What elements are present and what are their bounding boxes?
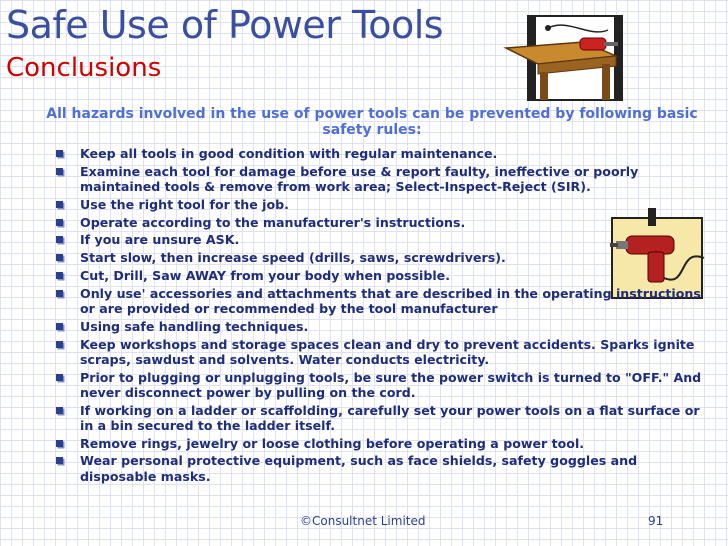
square-bullet-icon [56,236,63,243]
list-item-text: Keep workshops and storage spaces clean and dry to prevent accidents. Sparks ignite scraps, sawdust and solvents. Water conducts electricity. [80,336,695,367]
square-bullet-icon [56,254,63,261]
square-bullet-icon [56,290,63,297]
power-tool-on-workbench-icon [498,8,638,104]
square-bullet-icon [56,440,63,447]
list-item-text: Wear personal protective equipment, such as face shields, safety goggles and disposable masks. [80,453,638,484]
list-item [52,146,716,161]
list-item [52,436,716,451]
page-number: 91 [648,514,664,528]
square-bullet-icon [56,272,63,279]
footer-copyright: ©Consultnet Limited [300,514,426,528]
list-item-text: Remove rings, jewelry or loose clothing before operating a power tool. [80,435,585,451]
list-item-text: If working on a ladder or scaffolding, carefully set your power tools on a flat surface or in a bin secured to the ladder itself. [80,402,700,433]
list-item [52,250,716,265]
list-item [52,453,716,483]
list-item [52,370,716,400]
square-bullet-icon [56,201,63,208]
slide-subtitle: Conclusions [6,53,162,83]
list-item-text: Operate according to the manufacturer's instructions. [80,214,466,230]
square-bullet-icon [56,374,63,381]
list-item [52,403,716,433]
intro-text: All hazards involved in the use of power tools can be prevented by following basic safety rules: [46,106,698,138]
list-item [52,319,716,334]
list-item-text: Start slow, then increase speed (drills, saws, screwdrivers). [80,250,506,266]
slide-title: Safe Use of Power Tools [6,3,444,47]
list-item [52,268,716,283]
list-item-text: Using safe handling techniques. [80,318,309,334]
list-item [52,215,716,230]
list-item-text: If you are unsure ASK. [80,232,240,248]
list-item-text: Keep all tools in good condition with regular maintenance. [80,146,498,161]
list-item-text: Only use' accessories and attachments that are described in the operating instructions or are provided or recommended by the tool manufacturer [80,285,701,316]
square-bullet-icon [56,457,63,464]
list-item [52,164,716,194]
list-item-text: Examine each tool for damage before use & report faulty, ineffective or poorly maintained tools & remove from work area; Select-Inspect-Reject (SIR). [80,163,639,194]
square-bullet-icon [56,168,63,175]
list-item [52,197,716,212]
square-bullet-icon [56,219,63,226]
square-bullet-icon [56,323,63,330]
list-item [52,286,716,316]
square-bullet-icon [56,341,63,348]
list-item-text: Cut, Drill, Saw AWAY from your body when possible. [80,267,450,283]
safety-rules-list [52,146,716,486]
list-item-text: Use the right tool for the job. [80,196,289,212]
list-item [52,232,716,247]
list-item [52,337,716,367]
square-bullet-icon [56,150,63,157]
square-bullet-icon [56,407,63,414]
list-item-text: Prior to plugging or unplugging tools, be sure the power switch is turned to "OFF." And never disconnect power by pulling on the cord. [80,369,702,400]
